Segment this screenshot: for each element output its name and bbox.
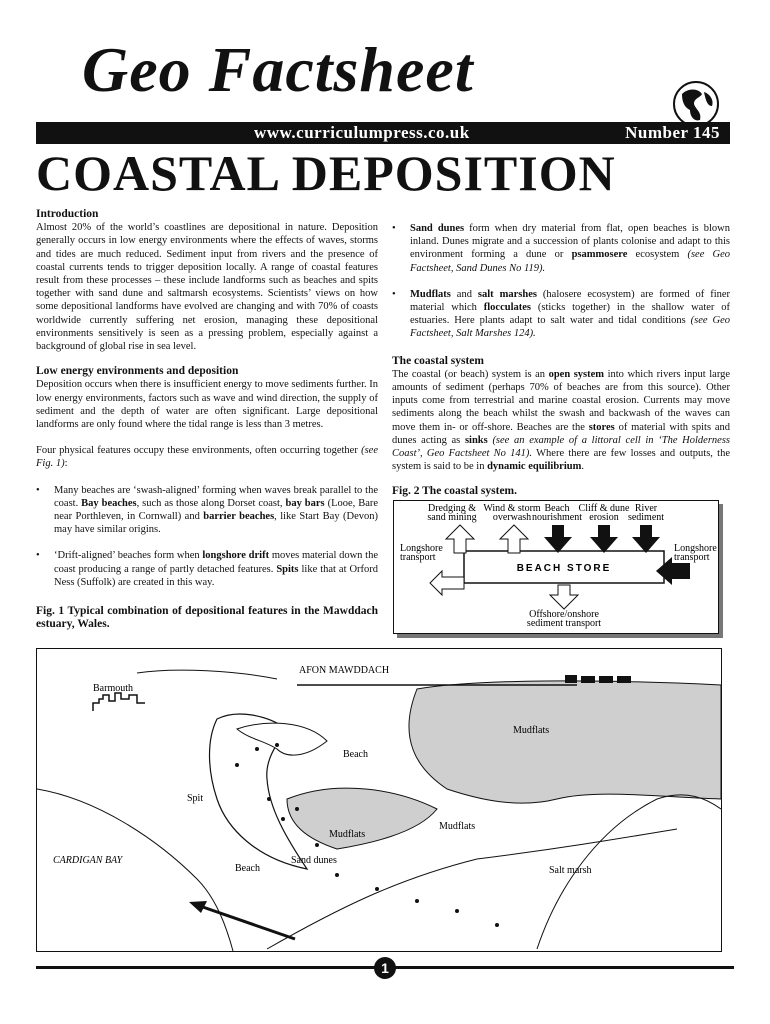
svg-text:River: River [634, 503, 658, 514]
svg-text:sand mining: sand mining [427, 512, 477, 523]
svg-text:Spit: Spit [187, 793, 204, 804]
town-buildings-icon [93, 693, 145, 711]
issue-number: Number 145 [625, 123, 720, 142]
low-energy-text: Deposition occurs when there is insufficient energy to move sediments further. In low energy environments, factors such as wave and wind direction, the supply of sediment and the depth of water are often significant. Large depositional landforms are only found where the tidal range is less than 3 metres. [36, 379, 378, 431]
svg-text:Longshore: Longshore [400, 543, 443, 554]
list-item-mudflats: • Mudflats and salt marshes (halosere ecosystem) are formed of finer material which flocculates (sticks together) in the shallow water of estuaries. Here plants adapt to salt water and tidal conditions (see Geo Factsheet, Salt Marshes 124). [392, 288, 730, 341]
coastal-system-text: The coastal (or beach) system is an open system into which rivers input large amounts of sediment (perhaps 70% of beaches are from this source). Other inputs come from terrestrial and marine coastal erosion. Currents may move sediments along the beach whilst the swash and backwash of the waves can move them in- or off-shore. Beaches are the stores of material with spits and dunes acting as sinks (see an example of a littoral cell in ‘The Holderness Coast’, Geo Factsheet No 141). Where there are few losses and outputs, the system is said to be in dynamic equilibrium. [392, 368, 731, 473]
masthead [40, 34, 730, 108]
svg-text:Offshore/onshore: Offshore/onshore [529, 609, 599, 620]
svg-text:CARDIGAN BAY: CARDIGAN BAY [53, 855, 123, 866]
svg-text:Beach: Beach [343, 749, 368, 760]
svg-text:Beach: Beach [235, 863, 260, 874]
list-item-beaches: • Many beaches are ‘swash-aligned’ forming when waves break parallel to the coast. Bay beaches, such as those along Dorset coast, bay bars (Looe, Bare near Porthleven, in Cornwall) and barrier beaches, like Start Bay (Devon) may have similar origins. [36, 484, 378, 537]
svg-text:Sand dunes: Sand dunes [291, 855, 337, 866]
svg-text:sediment: sediment [627, 512, 665, 523]
svg-text:AFON MAWDDACH: AFON MAWDDACH [299, 665, 390, 676]
coastal-system-heading: The coastal system [392, 354, 484, 367]
list-item-drift: • ‘Drift-aligned’ beaches form when longshore drift moves material down the coast producing a range of partly detached features. Spits like that at Orford Ness (Suffolk) are created in this way. [36, 549, 378, 589]
svg-text:Salt marsh: Salt marsh [549, 865, 592, 876]
page-number: 1 [374, 957, 396, 979]
page-title: COASTAL DEPOSITION [36, 145, 616, 201]
svg-text:Mudflats: Mudflats [439, 821, 476, 832]
website-url[interactable]: www.curriculumpress.co.uk [254, 123, 470, 142]
svg-text:erosion: erosion [589, 512, 619, 523]
svg-text:Mudflats: Mudflats [513, 725, 550, 736]
label-dredging: Dredging & [427, 503, 477, 514]
fig2-caption: Fig. 2 The coastal system. [392, 485, 518, 498]
svg-text:Mudflats: Mudflats [329, 829, 366, 840]
estuary-map [36, 648, 722, 952]
svg-text:nourishment: nourishment [532, 512, 582, 523]
header-bar [36, 122, 730, 144]
svg-text:Beach: Beach [544, 503, 570, 514]
intro-heading: Introduction [36, 208, 99, 220]
brand-logo: Geo Factsheet [82, 34, 474, 105]
list-item-dunes: • Sand dunes form when dry material from flat, open beaches is blown inland. Dunes migrate and a succession of plants colonise and adapt to this environment forming a dune or psammosere ecosystem (see Geo Factsheet, Sand Dunes No 119). [392, 222, 730, 275]
svg-text:Longshore: Longshore [674, 543, 717, 554]
four-features-text: Four physical features occupy these environments, often occurring together (see Fig. 1): [36, 445, 378, 470]
svg-text:transport: transport [674, 552, 710, 563]
output-arrow-dredging [446, 525, 474, 553]
svg-text:Cliff & dune: Cliff & dune [578, 503, 630, 514]
svg-text:Wind & storm: Wind & storm [483, 503, 541, 514]
svg-text:transport: transport [400, 552, 436, 563]
input-arrow-nourishment [544, 525, 572, 553]
svg-text:overwash: overwash [492, 512, 532, 523]
svg-text:Barmouth: Barmouth [93, 683, 133, 694]
longshore-out-arrow [430, 571, 464, 595]
svg-text:sediment transport: sediment transport [526, 618, 602, 629]
input-arrow-river [632, 525, 660, 553]
left-column [36, 208, 378, 631]
coastal-system-diagram [393, 500, 719, 634]
globe-icon [672, 80, 720, 128]
offshore-arrow [550, 585, 578, 609]
right-column [392, 222, 730, 499]
low-energy-heading: Low energy environments and deposition [36, 365, 239, 378]
svg-text:BEACH STORE: BEACH STORE [516, 563, 612, 574]
intro-text: Almost 20% of the world’s coastlines are depositional in nature. Deposition generally occurs in low energy environments where the effects of waves, storms and tides are much reduced. Sediment input from rivers and the presence of coastal currents tends to trigger deposition locally. A range of coastal features result from these processes – these include landforms such as beaches and spits together with sand dune and saltmarsh ecosystems. Scientists’ views on how some depositional landforms have evolved are changing and with 70% of coasts worldwide currently suffering net erosion, managing these depositional environments sensitively is seen as a pressing problem, especially against a background of global rise in sea level. [36, 222, 378, 353]
input-arrow-erosion [590, 525, 618, 553]
output-arrow-overwash [500, 525, 528, 553]
fig1-caption: Fig. 1 Typical combination of depositional features in the Mawddach estuary, Wales. [36, 605, 378, 631]
